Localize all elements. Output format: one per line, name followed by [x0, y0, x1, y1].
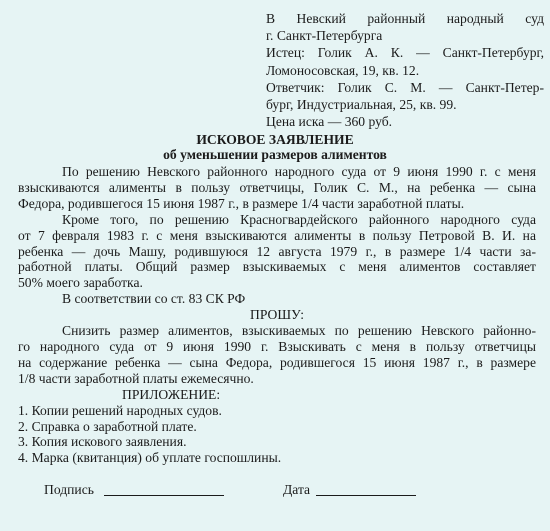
document-subtitle: об уменьшении размеров алиментов	[163, 147, 387, 162]
header-line-court: В Невский районный народный суд	[266, 11, 544, 26]
paragraph-request-line: го народного суда от 9 июня 1990 г. Взыскивать с меня в пользу ответчицы	[18, 338, 536, 354]
signature-row	[44, 482, 524, 502]
request-heading: ПРОШУ:	[250, 307, 304, 323]
document-body	[18, 164, 536, 466]
paragraph-2-line: работной платы. Общий размер взыскиваемых с меня алиментов составляет	[18, 259, 536, 275]
header-line-claim-value: Цена иска — 360 руб.	[266, 114, 393, 130]
date-label: Дата	[283, 482, 311, 497]
paragraph-request-line: Снизить размер алиментов, взыскиваемых по решению Невского районно-	[62, 323, 536, 339]
document-title: ИСКОВОЕ ЗАЯВЛЕНИЕ	[196, 132, 354, 147]
paragraph-2-line: Кроме того, по решению Красногвардейского районного народного суда	[62, 211, 536, 227]
attachment-item: 2. Справка о заработной плате.	[18, 418, 197, 434]
date-blank-line	[316, 495, 416, 496]
signature-label: Подпись	[44, 482, 94, 497]
paragraph-1-line: взыскиваются алименты в пользу ответчицы, Голик С. М., на ребенка — сына	[18, 179, 536, 195]
attachment-item: 3. Копия искового заявления.	[18, 434, 187, 450]
attachment-item: 1. Копии решений народных судов.	[18, 402, 222, 418]
signature-blank-line	[104, 495, 224, 496]
court-header	[266, 10, 544, 130]
header-line-defendant: Ответчик: Голик С. М. — Санкт-Петер-	[266, 79, 544, 95]
paragraph-2-line: ребенка — дочь Машу, родившуюся 12 августа 1979 г., в размере 1/4 части за-	[18, 243, 536, 259]
paragraph-request-line: на содержание ребенка — сына Федора, родившегося 15 июня 1987 г., в размере	[18, 354, 536, 370]
header-line-defendant-address: бург, Индустриальная, 25, кв. 99.	[266, 97, 457, 113]
header-line-plaintiff: Истец: Голик А. К. — Санкт-Петербург,	[266, 45, 544, 61]
header-line-city: г. Санкт-Петербурга	[266, 28, 383, 44]
header-line-plaintiff-address: Ломоносовская, 19, кв. 12.	[266, 62, 420, 78]
paragraph-1-line: Федора, родившегося 15 июня 1987 г., в размере 1/4 части заработной платы.	[18, 195, 465, 211]
paragraph-2-line: 50% моего заработка.	[18, 275, 143, 291]
paragraph-1-line: По решению Невского районного народного суда от 9 июня 1990 г. с меня	[62, 164, 536, 179]
legal-basis-line: В соответствии со ст. 83 СК РФ	[62, 291, 246, 307]
attachments-heading: ПРИЛОЖЕНИЕ:	[122, 386, 221, 402]
paragraph-2-line: от 7 февраля 1983 г. с меня взыскиваются алименты в пользу Петровой В. И. на	[18, 227, 536, 243]
attachment-item: 4. Марка (квитанция) об уплате госпошлины.	[18, 450, 282, 466]
paragraph-request-line: 1/8 части заработной платы ежемесячно.	[18, 370, 254, 386]
